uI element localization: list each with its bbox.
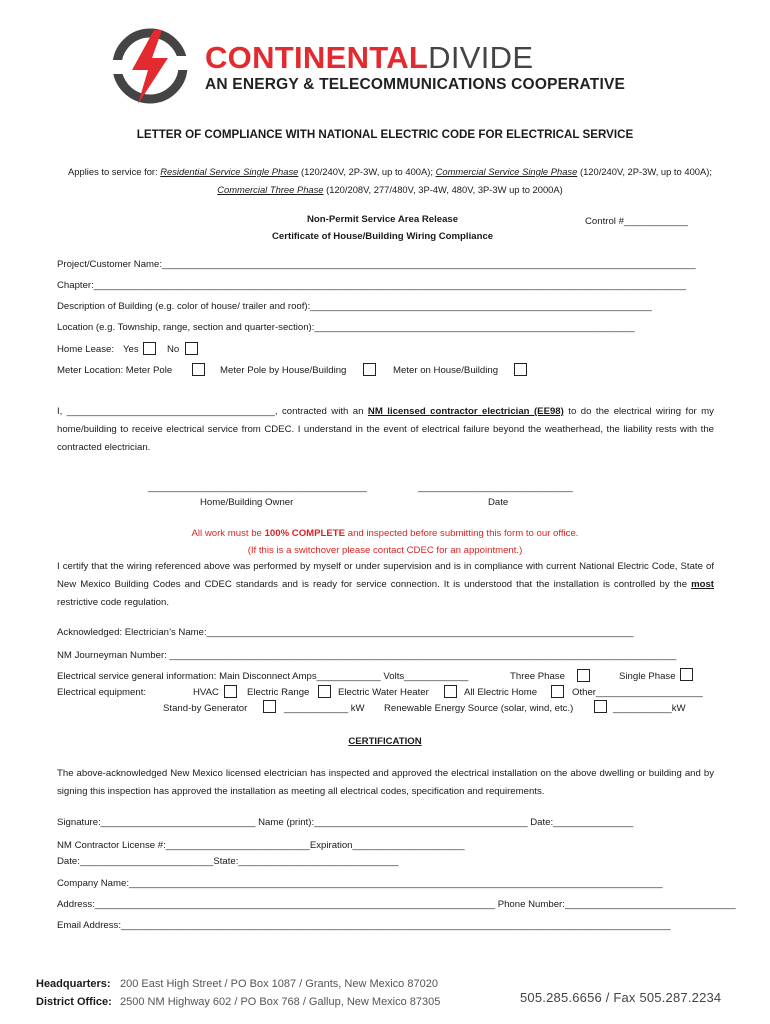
applies-prefix: Applies to service for: xyxy=(68,166,161,177)
hvac-label: HVAC xyxy=(193,687,219,698)
electric-water-heater-label: Electric Water Heater xyxy=(338,687,429,698)
lightning-bolt-icon xyxy=(110,26,190,106)
standby-generator-label: Stand-by Generator xyxy=(163,703,248,714)
hvac-checkbox[interactable] xyxy=(224,685,237,698)
home-lease-no-label: No xyxy=(167,344,180,355)
renewable-energy-checkbox[interactable] xyxy=(594,700,607,713)
contract-licensed-electrician: NM licensed contractor electrician (EE98) xyxy=(367,406,564,417)
certificate-subtitle: Certificate of House/Building Wiring Compliance xyxy=(272,231,494,242)
brand-name xyxy=(205,42,625,74)
owner-signature-line[interactable]: _________________________________________ xyxy=(148,482,367,493)
journeyman-number-field[interactable]: NM Journeyman Number: _______________________________________________________________________________________________ xyxy=(57,650,677,661)
contract-text-a: I, _______________________________________, contracted with an xyxy=(57,406,368,417)
control-number-field[interactable]: Control #____________ xyxy=(585,216,688,227)
brand-name-part2: DIVIDE xyxy=(428,40,534,75)
certification-signature-field[interactable]: Signature:_____________________________ Name (print):________________________________________ Date:_______________ xyxy=(57,817,634,828)
service-general-info-field[interactable]: Electrical service general information: Main Disconnect Amps____________ Volts____________ xyxy=(57,671,469,682)
meter-pole-checkbox[interactable] xyxy=(192,363,205,376)
certify-paragraph xyxy=(57,558,714,612)
owner-date-label: Date xyxy=(488,497,509,508)
district-office-label: District Office: xyxy=(36,996,112,1008)
headquarters-label: Headquarters: xyxy=(36,978,111,990)
renewable-energy-label: Renewable Energy Source (solar, wind, etc.) xyxy=(384,703,574,714)
building-description-field[interactable]: Description of Building (e.g. color of house/ trailer and roof):________________________________________________________________ xyxy=(57,301,652,312)
meter-location-label: Meter Location: Meter Pole xyxy=(57,365,173,376)
project-name-field[interactable]: Project/Customer Name:____________________________________________________________________________________________________ xyxy=(57,259,696,270)
applies-item-3-detail: (120/208V, 277/480V, 3P-4W, 480V, 3P-3W up to 2000A) xyxy=(323,184,563,195)
single-phase-checkbox[interactable] xyxy=(680,668,693,681)
electrician-name-field[interactable]: Acknowledged: Electrician’s Name:________________________________________________________________________________ xyxy=(57,627,634,638)
home-lease-no-checkbox[interactable] xyxy=(185,342,198,355)
brand-subtitle: AN ENERGY & TELECOMMUNICATIONS COOPERATIVE xyxy=(205,76,626,93)
switchover-notice: (If this is a switchover please contact CDEC for an appointment.) xyxy=(247,545,523,556)
brand-name-part1: CONTINENTAL xyxy=(205,40,429,75)
single-phase-label: Single Phase xyxy=(619,671,676,682)
applies-item-2: Commercial Service Single Phase xyxy=(435,166,578,177)
applies-item-3: Commercial Three Phase xyxy=(217,184,324,195)
document-title: LETTER OF COMPLIANCE WITH NATIONAL ELECTRIC CODE FOR ELECTRICAL SERVICE xyxy=(136,128,634,141)
standby-generator-kw-field[interactable]: ____________ kW xyxy=(284,703,365,714)
electric-water-heater-checkbox[interactable] xyxy=(444,685,457,698)
home-lease-yes-checkbox[interactable] xyxy=(143,342,156,355)
owner-signature-label: Home/Building Owner xyxy=(200,497,294,508)
date-state-field[interactable]: Date:_________________________State:______________________________ xyxy=(57,856,399,867)
applies-item-1-detail: (120/240V, 2P-3W, up to 400A); xyxy=(298,166,436,177)
notice-text-c: and inspected before submitting this form to our office. xyxy=(345,528,579,539)
certify-most-emphasis: most xyxy=(691,579,714,590)
notice-text-a: All work must be xyxy=(191,528,265,539)
electric-range-label: Electric Range xyxy=(247,687,310,698)
certify-text-a: I certify that the wiring referenced above was performed by myself or under supervision and is in compliance with current National Electric Code, State of New Mexico Building Codes and CDEC standards and is ready for service connection. It is understood that the installation is controlled by the xyxy=(57,561,714,590)
electrical-equipment-label: Electrical equipment: xyxy=(57,687,147,698)
footer-district-office xyxy=(36,993,440,1011)
chapter-field[interactable]: Chapter:_______________________________________________________________________________________________________________ xyxy=(57,280,687,291)
certification-heading: CERTIFICATION xyxy=(348,736,422,747)
electric-range-checkbox[interactable] xyxy=(318,685,331,698)
notice-complete-emphasis: 100% COMPLETE xyxy=(264,528,346,539)
address-phone-field[interactable]: Address:___________________________________________________________________________ Phone Number:________________________________ xyxy=(57,899,736,910)
brand-block xyxy=(205,42,625,94)
district-office-address: 2500 NM Highway 602 / PO Box 768 / Gallup, New Mexico 87305 xyxy=(120,996,441,1008)
owner-date-line[interactable]: _____________________________ xyxy=(418,482,573,493)
footer-phone-fax: 505.285.6656 / Fax 505.287.2234 xyxy=(520,990,722,1005)
contract-paragraph xyxy=(57,403,714,457)
three-phase-checkbox[interactable] xyxy=(577,669,590,682)
meter-on-house-checkbox[interactable] xyxy=(514,363,527,376)
meter-pole-by-house-checkbox[interactable] xyxy=(363,363,376,376)
all-electric-home-checkbox[interactable] xyxy=(551,685,564,698)
standby-generator-checkbox[interactable] xyxy=(263,700,276,713)
contractor-license-field[interactable]: NM Contractor License #:___________________________Expiration_____________________ xyxy=(57,840,465,851)
contract-text-c: to do the electrical wiring for my home/building to receive electrical service from CDEC. I understand in the event of electrical failure beyond the weatherhead, the liability rests with the contracted electrician. xyxy=(57,406,714,453)
home-lease-label: Home Lease: xyxy=(57,344,115,355)
all-electric-home-label: All Electric Home xyxy=(464,687,538,698)
location-field[interactable]: Location (e.g. Township, range, section and quarter-section):____________________________________________________________ xyxy=(57,322,635,333)
footer-addresses xyxy=(36,975,440,1011)
applies-item-2-detail: (120/240V, 2P-3W, up to 400A); xyxy=(577,166,712,177)
other-equipment-field[interactable]: Other____________________ xyxy=(572,687,703,698)
footer-headquarters xyxy=(36,975,440,993)
meter-pole-by-house-label: Meter Pole by House/Building xyxy=(220,365,347,376)
release-title: Non-Permit Service Area Release xyxy=(307,214,459,225)
company-name-field[interactable]: Company Name:____________________________________________________________________________________________________ xyxy=(57,878,663,889)
certify-text-c: restrictive code regulation. xyxy=(57,597,169,608)
email-address-field[interactable]: Email Address:_______________________________________________________________________________________________________ xyxy=(57,920,671,931)
renewable-energy-kw-field[interactable]: ___________kW xyxy=(613,703,686,714)
certification-paragraph: The above-acknowledged New Mexico licensed electrician has inspected and approved the electrical installation on the above dwelling or building and by signing this inspection has approved the installation as meeting all electrical codes, specification and requirements. xyxy=(57,768,714,797)
applies-item-1: Residential Service Single Phase xyxy=(160,166,299,177)
headquarters-address: 200 East High Street / PO Box 1087 / Grants, New Mexico 87020 xyxy=(120,978,438,990)
meter-on-house-label: Meter on House/Building xyxy=(393,365,499,376)
completion-notice xyxy=(0,528,770,539)
three-phase-label: Three Phase xyxy=(510,671,565,682)
applies-to-text xyxy=(60,163,720,199)
home-lease-yes-label: Yes xyxy=(123,344,139,355)
